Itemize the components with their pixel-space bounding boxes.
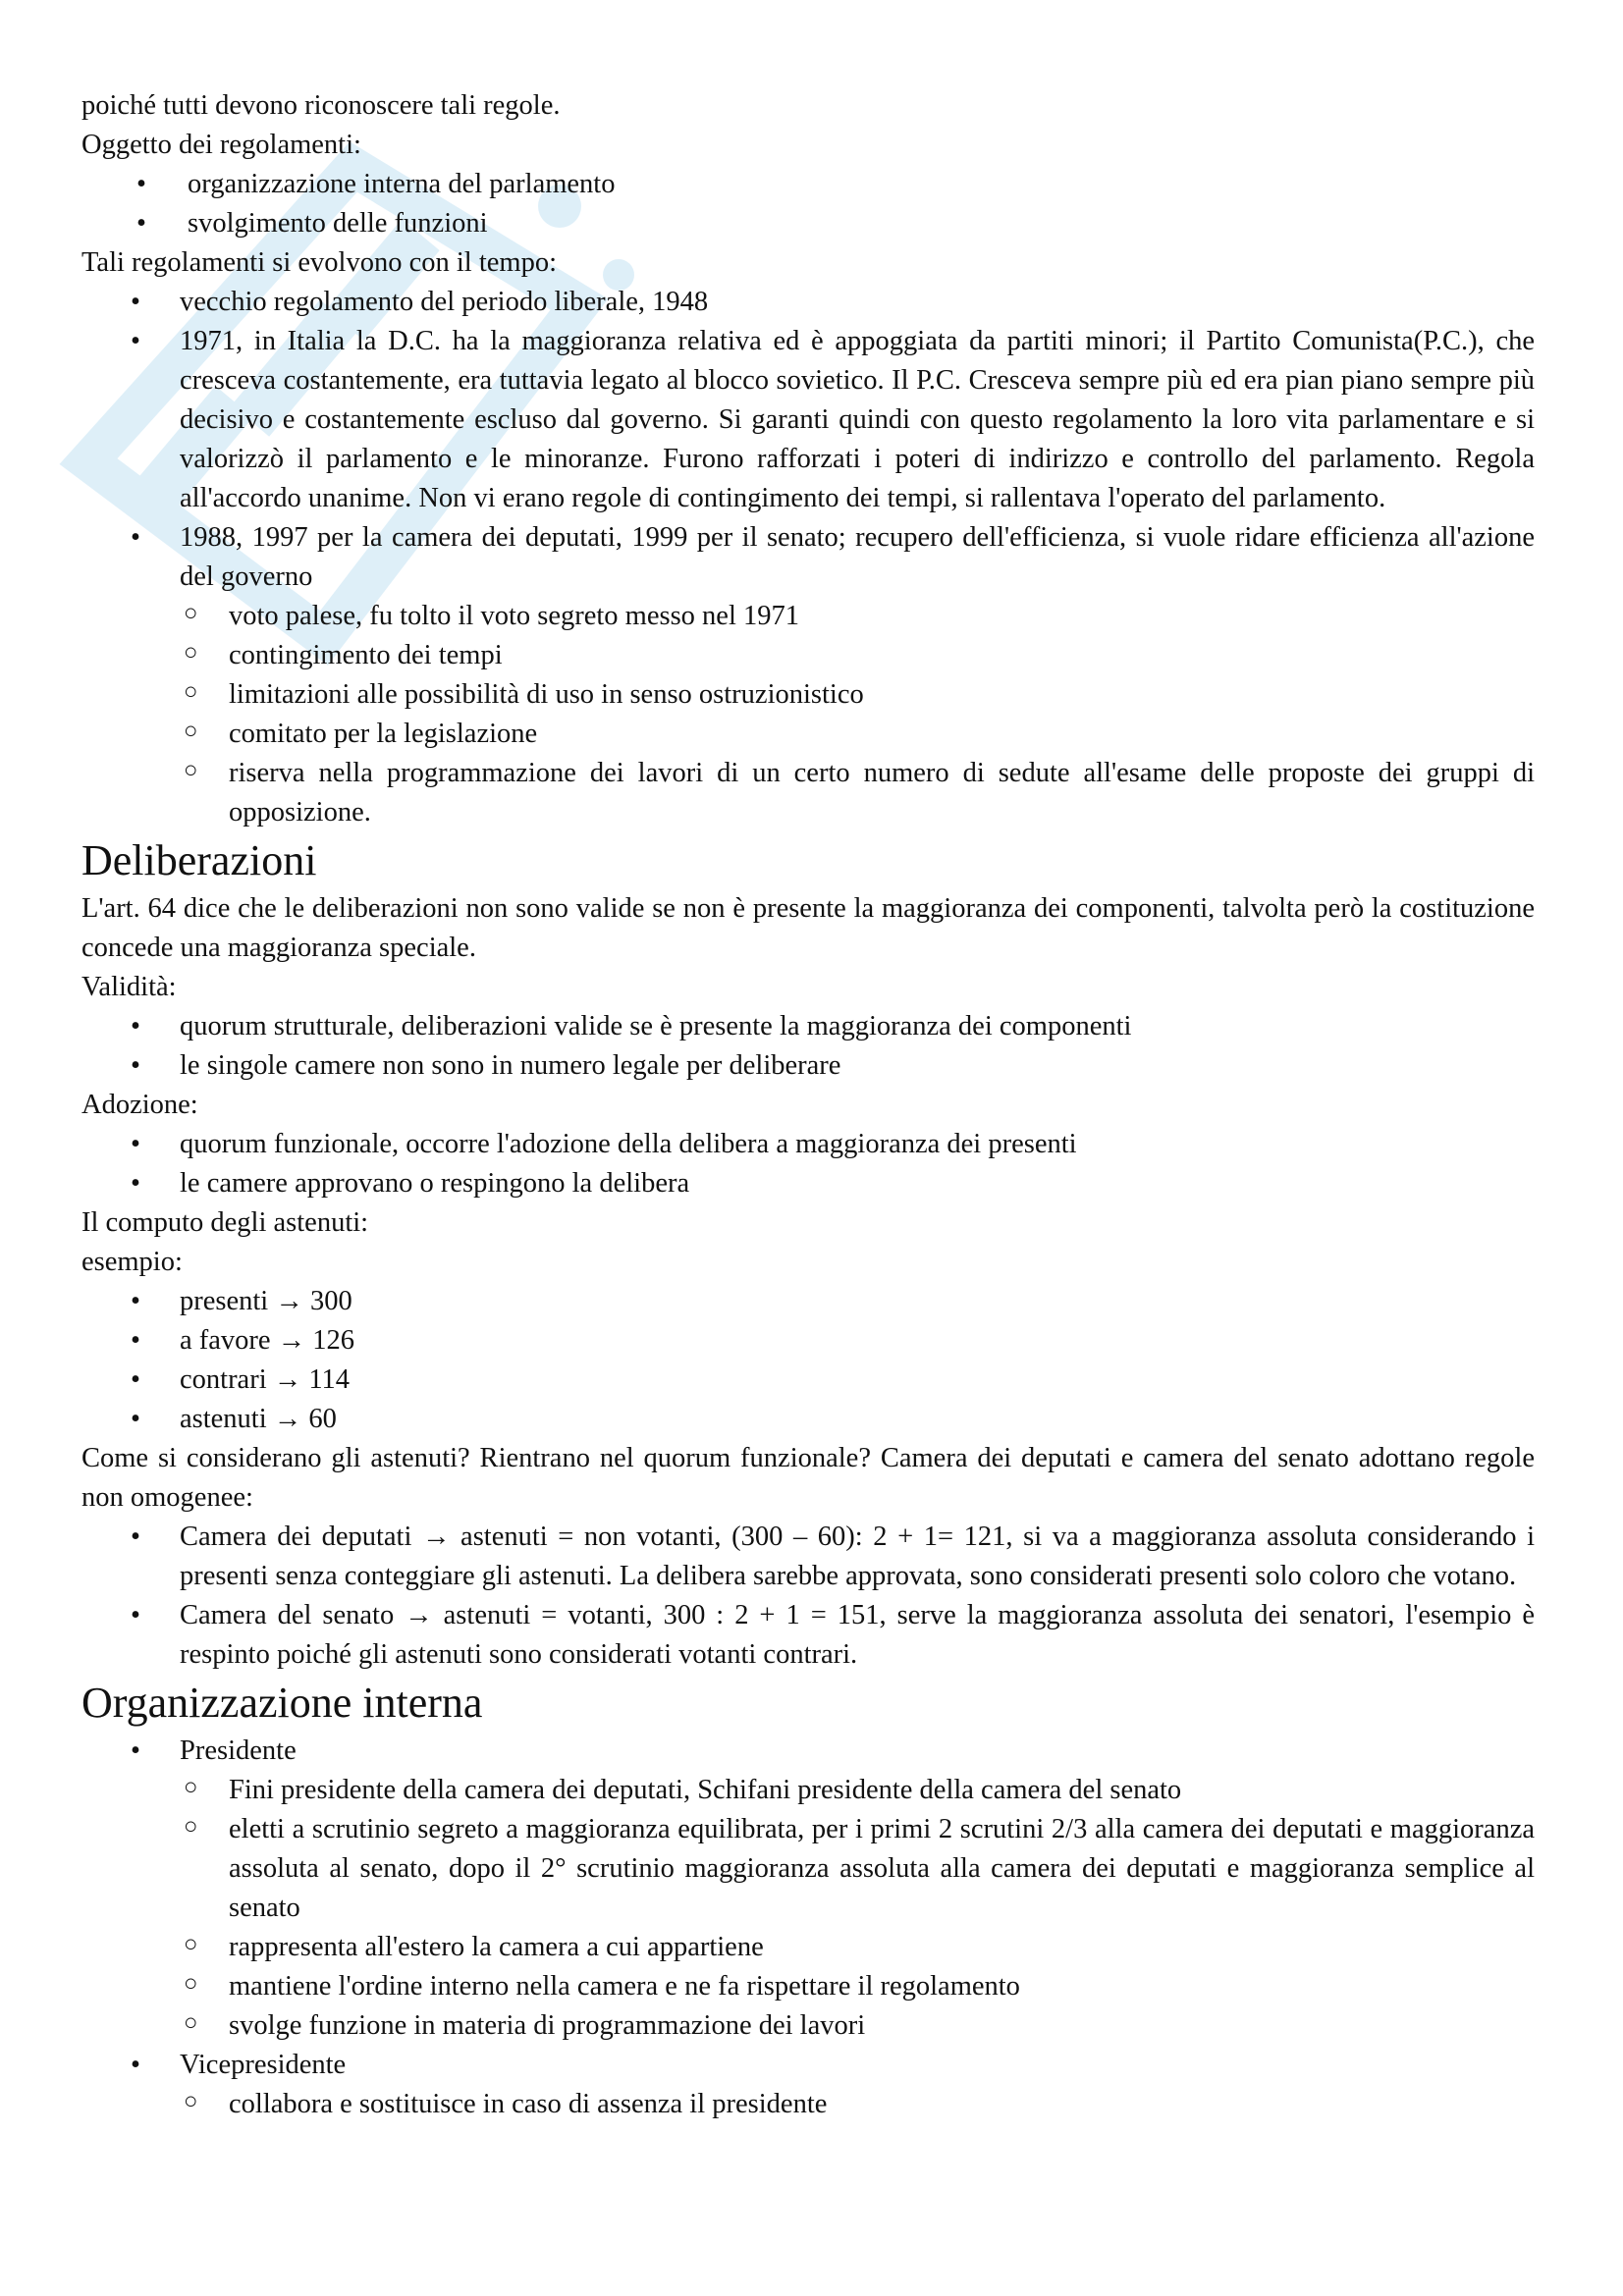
sublist-item: ○ rappresenta all'estero la camera a cui appartiene: [81, 1928, 1535, 1967]
validita-list: [81, 1007, 1535, 1086]
bullet-icon: •: [131, 1168, 140, 1199]
list-item: • le camere approvano o respingono la delibera: [81, 1164, 1535, 1203]
camera-list: [81, 1518, 1535, 1675]
sublist-item: ○ eletti a scrutinio segreto a maggioranza equilibrata, per i primi 2 scrutini 2/3 alla camera dei deputati e maggioranza assoluta al senato, dopo il 2° scrutinio maggioranza assoluta alla camera dei deputati e maggioranza semplice al senato: [81, 1810, 1535, 1928]
circle-bullet-icon: ○: [184, 1932, 198, 1957]
bullet-icon: •: [131, 1404, 140, 1434]
bullet-icon: •: [131, 1600, 140, 1630]
list-item: • Camera del senato → astenuti = votanti, 300 : 2 + 1 = 151, serve la maggioranza assoluta dei senatori, l'esempio è respinto poiché gli astenuti sono considerati votanti contrari.: [81, 1596, 1535, 1675]
list-item: • 1971, in Italia la D.C. ha la maggioranza relativa ed è appoggiata da partiti minori; il Partito Comunista(P.C.), che cresceva costantemente, era tuttavia legato al blocco sovietico. Il P.C. Cresceva sempre più ed era pian piano sempre più decisivo e costantemente escluso dal governo. Si garanti quindi con questo regolamento la loro vita parlamentare e si valorizzò il parlamento e le minoranze. Furono rafforzati i poteri di indirizzo e controllo del parlamento. Regola all'accordo unanime. Non vi erano regole di contingimento dei tempi, si rallentava l'operato del parlamento.: [81, 322, 1535, 518]
list-item: • contrari → 114: [81, 1361, 1535, 1400]
list-item: • astenuti → 60: [81, 1400, 1535, 1439]
bullet-icon: •: [131, 1364, 140, 1395]
circle-bullet-icon: ○: [184, 1814, 198, 1840]
list-item: • quorum strutturale, deliberazioni valide se è presente la maggioranza dei componenti: [81, 1007, 1535, 1046]
bullet-icon: •: [131, 1522, 140, 1552]
oggetto-list: [81, 165, 1535, 243]
oggetto-label: Oggetto dei regolamenti:: [81, 130, 361, 160]
circle-bullet-icon: ○: [184, 1971, 198, 1997]
sublist-item: ○ comitato per la legislazione: [81, 715, 1535, 754]
sublist-item: ○ voto palese, fu tolto il voto segreto messo nel 1971: [81, 597, 1535, 636]
bullet-icon: •: [136, 208, 146, 239]
circle-bullet-icon: ○: [184, 1775, 198, 1800]
list-item: • Camera dei deputati → astenuti = non votanti, (300 – 60): 2 + 1= 121, si va a maggioranza assoluta considerando i presenti senza conteggiare gli astenuti. La delibera sarebbe approvata, sono considerati presenti solo coloro che votano.: [81, 1518, 1535, 1596]
esempio-label: esempio:: [81, 1247, 183, 1277]
circle-bullet-icon: ○: [184, 679, 198, 705]
computo-label: Il computo degli astenuti:: [81, 1207, 369, 1238]
list-item: • svolgimento delle funzioni: [81, 204, 1535, 243]
adozione-list: [81, 1125, 1535, 1203]
circle-bullet-icon: ○: [184, 2089, 198, 2114]
list-item: • a favore → 126: [81, 1321, 1535, 1361]
deliberazioni-heading: Deliberazioni: [81, 836, 317, 884]
adozione-label: Adozione:: [81, 1090, 198, 1120]
evolution-label: Tali regolamenti si evolvono con il tempo:: [81, 247, 557, 278]
list-item: • organizzazione interna del parlamento: [81, 165, 1535, 204]
evolution-list: [81, 283, 1535, 832]
list-item: • quorum funzionale, occorre l'adozione della delibera a maggioranza dei presenti: [81, 1125, 1535, 1164]
evolution-sublist: [180, 597, 1535, 832]
list-item: • 1988, 1997 per la camera dei deputati, 1999 per il senato; recupero dell'efficienza, si vuole ridare efficienza all'azione del governo ○ voto palese, fu tolto il voto segreto messo nel 1971 ○ contingimento dei tempi ○ limitazioni alle possibilità di uso in senso ostruzionistico ○ comitato per la legislazione ○ riserva nella programmazione dei lavori di un certo numero di sedute all'esame delle proposte dei gruppi di opposizione.: [81, 518, 1535, 832]
list-item: • presenti → 300: [81, 1282, 1535, 1321]
bullet-icon: •: [131, 1325, 140, 1356]
bullet-icon: •: [131, 2050, 140, 2080]
circle-bullet-icon: ○: [184, 2010, 198, 2036]
bullet-icon: •: [131, 1011, 140, 1041]
sublist-item: ○ limitazioni alle possibilità di uso in senso ostruzionistico: [81, 675, 1535, 715]
bullet-icon: •: [131, 522, 140, 553]
astenuti-question: Come si considerano gli astenuti? Rientrano nel quorum funzionale? Camera dei deputati e camera del senato adottano regole non omogenee:: [81, 1443, 1535, 1513]
deliberazioni-paragraph: L'art. 64 dice che le deliberazioni non sono valide se non è presente la maggioranza dei componenti, talvolta però la costituzione concede una maggioranza speciale.: [81, 893, 1535, 963]
validita-label: Validità:: [81, 972, 177, 1002]
bullet-icon: •: [131, 1286, 140, 1316]
esempio-list: [81, 1282, 1535, 1439]
list-item: • vecchio regolamento del periodo liberale, 1948: [81, 283, 1535, 322]
organizzazione-list: [81, 1732, 1535, 2124]
document-page: [81, 86, 1535, 2124]
vicepresidente-sublist: [180, 2085, 1535, 2124]
bullet-icon: •: [131, 1735, 140, 1766]
bullet-icon: •: [131, 287, 140, 317]
intro-line: poiché tutti devono riconoscere tali regole.: [81, 90, 561, 121]
bullet-icon: •: [131, 1129, 140, 1159]
circle-bullet-icon: ○: [184, 758, 198, 783]
presidente-sublist: [180, 1771, 1535, 2046]
list-item: • Vicepresidente ○ collabora e sostituisce in caso di assenza il presidente: [81, 2046, 1535, 2124]
sublist-item: ○ riserva nella programmazione dei lavori di un certo numero di sedute all'esame delle proposte dei gruppi di opposizione.: [81, 754, 1535, 832]
circle-bullet-icon: ○: [184, 640, 198, 666]
organizzazione-heading: Organizzazione interna: [81, 1679, 483, 1727]
sublist-item: ○ Fini presidente della camera dei deputati, Schifani presidente della camera del senato: [81, 1771, 1535, 1810]
list-item: • le singole camere non sono in numero legale per deliberare: [81, 1046, 1535, 1086]
sublist-item: ○ contingimento dei tempi: [81, 636, 1535, 675]
bullet-icon: •: [131, 1050, 140, 1081]
bullet-icon: •: [131, 326, 140, 356]
sublist-item: ○ svolge funzione in materia di programmazione dei lavori: [81, 2006, 1535, 2046]
sublist-item: ○ collabora e sostituisce in caso di assenza il presidente: [81, 2085, 1535, 2124]
list-item: • Presidente ○ Fini presidente della camera dei deputati, Schifani presidente della camera del senato ○ eletti a scrutinio segreto a maggioranza equilibrata, per i primi 2 scrutini 2/3 alla camera dei deputati e maggioranza assoluta al senato, dopo il 2° scrutinio maggioranza assoluta alla camera dei deputati e maggioranza semplice al senato ○ rappresenta all'estero la camera a cui appartiene ○ mantiene l'ordine interno nella camera e ne fa rispettare il regolamento ○ svolge funzione in materia di programmazione dei lavori: [81, 1732, 1535, 2046]
sublist-item: ○ mantiene l'ordine interno nella camera e ne fa rispettare il regolamento: [81, 1967, 1535, 2006]
bullet-icon: •: [136, 169, 146, 199]
circle-bullet-icon: ○: [184, 601, 198, 626]
circle-bullet-icon: ○: [184, 719, 198, 744]
